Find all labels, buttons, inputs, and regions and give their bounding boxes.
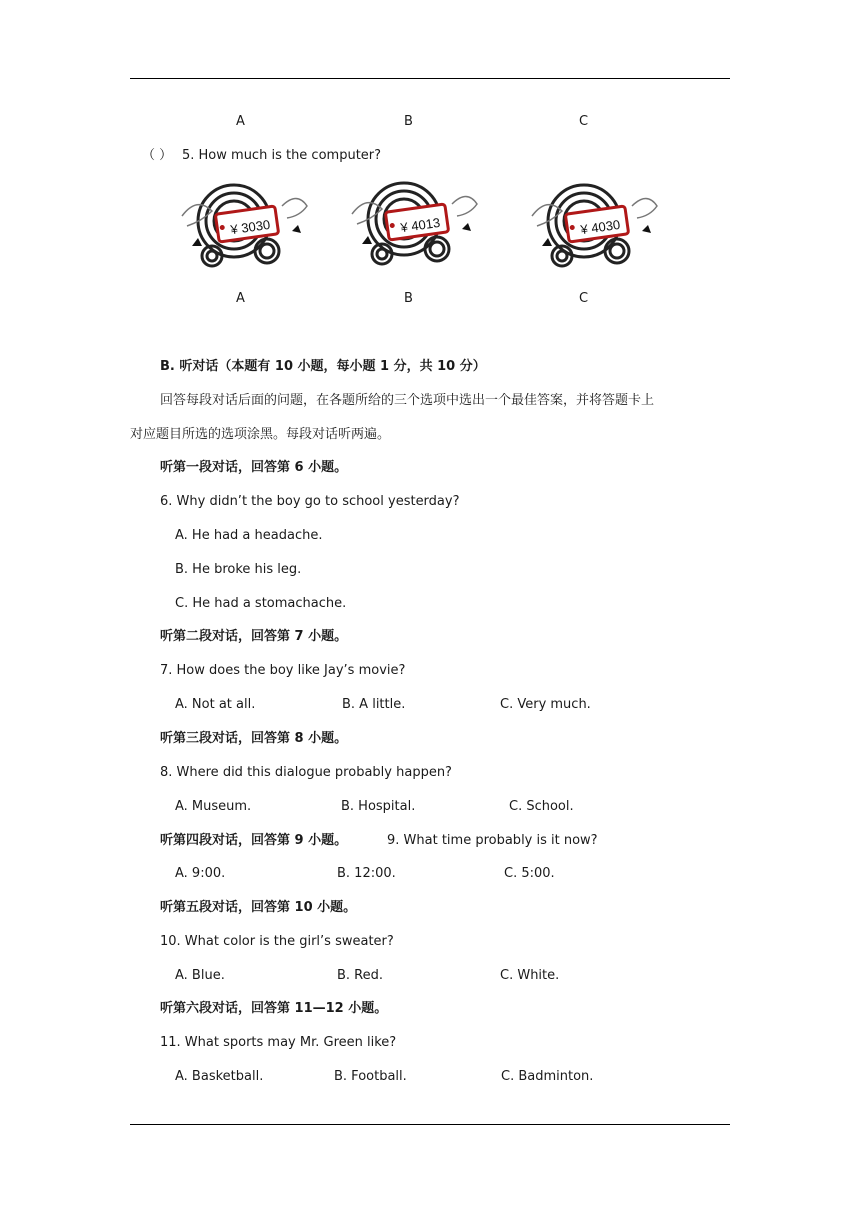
q5-label-b: B	[404, 291, 413, 306]
q10-option-c: C. White.	[500, 968, 560, 983]
bottom-rule	[130, 1124, 730, 1125]
q11-option-b: B. Football.	[334, 1069, 407, 1084]
dialogue-2-header: 听第二段对话，回答第 7 小题。	[160, 629, 348, 644]
dialogue-4-header: 听第四段对话，回答第 9 小题。	[160, 833, 348, 848]
price-text-c: ¥ 4030	[579, 216, 622, 238]
q8-option-a: A. Museum.	[175, 799, 252, 814]
top-rule	[130, 78, 730, 79]
q10-option-a: A. Blue.	[175, 968, 225, 983]
q5-label-c: C	[579, 291, 589, 306]
q11-option-c: C. Badminton.	[501, 1069, 594, 1084]
q8-option-c: C. School.	[509, 799, 574, 814]
dialogue-3-header: 听第三段对话，回答第 8 小题。	[160, 731, 348, 746]
prev-label-a: A	[236, 114, 245, 129]
price-tag-image-b	[342, 174, 482, 274]
price-text-b: ¥ 4013	[399, 214, 442, 236]
dialogue-6-header: 听第六段对话，回答第 11—12 小题。	[160, 1001, 388, 1016]
q8-question: 8. Where did this dialogue probably happen?	[160, 765, 452, 780]
q9-option-a: A. 9:00.	[175, 866, 226, 881]
q5-paren: （ ）	[142, 148, 173, 163]
prev-label-b: B	[404, 114, 413, 129]
dialogue-5-header: 听第五段对话，回答第 10 小题。	[160, 900, 357, 915]
q5-question: 5. How much is the computer?	[182, 148, 382, 163]
price-tag-image-c	[522, 176, 662, 276]
q7-question: 7. How does the boy like Jay’s movie?	[160, 663, 406, 678]
q8-option-b: B. Hospital.	[341, 799, 416, 814]
prev-label-c: C	[579, 114, 589, 129]
q5-label-a: A	[236, 291, 245, 306]
price-tag-image-a	[172, 176, 312, 276]
section-b-instruction-2: 对应题目所选的选项涂黑。每段对话听两遍。	[130, 427, 391, 442]
q6-option-c: C. He had a stomachache.	[175, 596, 347, 611]
q6-option-b: B. He broke his leg.	[175, 562, 302, 577]
q7-option-a: A. Not at all.	[175, 697, 256, 712]
q6-question: 6. Why didn’t the boy go to school yesterday?	[160, 494, 460, 509]
q9-option-c: C. 5:00.	[504, 866, 555, 881]
q6-option-a: A. He had a headache.	[175, 528, 323, 543]
price-text-a: ¥ 3030	[229, 216, 272, 238]
q7-option-c: C. Very much.	[500, 697, 591, 712]
dialogue-1-header: 听第一段对话，回答第 6 小题。	[160, 460, 348, 475]
q10-option-b: B. Red.	[337, 968, 384, 983]
q9-option-b: B. 12:00.	[337, 866, 396, 881]
q10-question: 10. What color is the girl’s sweater?	[160, 934, 394, 949]
q7-option-b: B. A little.	[342, 697, 406, 712]
q11-option-a: A. Basketball.	[175, 1069, 264, 1084]
section-b-instruction-1: 回答每段对话后面的问题，在各题所给的三个选项中选出一个最佳答案，并将答题卡上	[160, 393, 655, 408]
q11-question: 11. What sports may Mr. Green like?	[160, 1035, 397, 1050]
section-b-heading: B. 听对话（本题有 10 小题，每小题 1 分，共 10 分）	[160, 359, 486, 374]
q9-question: 9. What time probably is it now?	[387, 833, 598, 848]
